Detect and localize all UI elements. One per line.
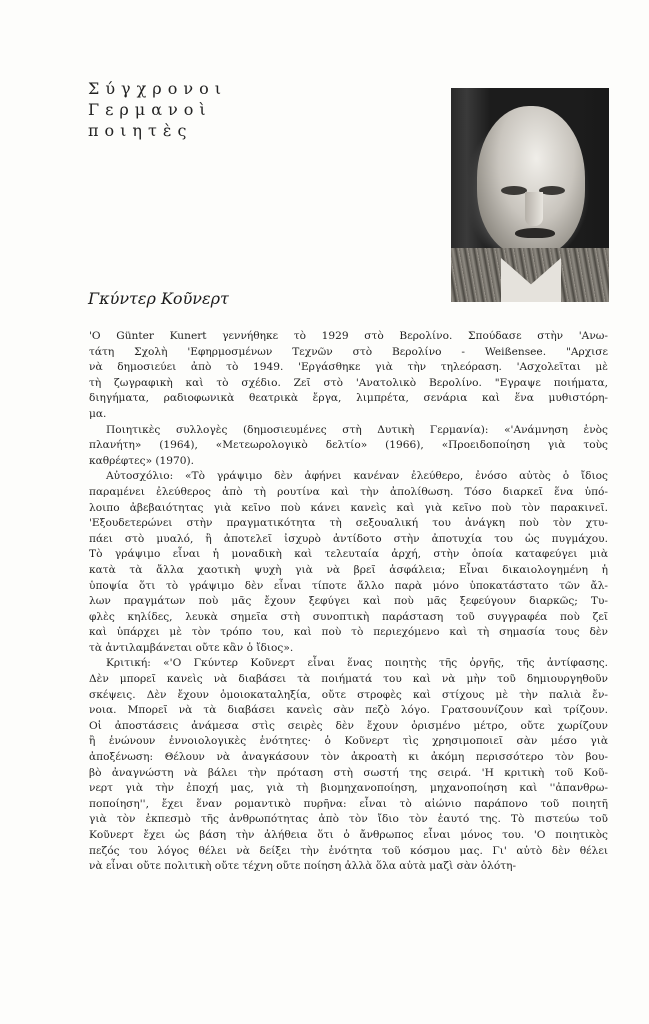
text-line: νὰ εἶναι οὔτε πολιτικὴ οὔτε τέχνη οὔτε ποίηση ἀλλὰ ὅλα αὐτὰ μαζὶ σὰν ὁλότη-: [89, 860, 517, 873]
paragraph: [89, 423, 608, 470]
text-line: διηγήματα, ραδιοφωνικὰ θεατρικὰ ἔργα, λιμπρέτα, σενάρια καὶ ἕνα μυθιστόρη-: [89, 392, 608, 405]
text-line: 'Ο Günter Kunert γεννήθηκε τὸ 1929 στὸ Βερολίνο. Σπούδασε στὴν 'Ανω-: [89, 330, 608, 342]
text-line: καὶ ὑπάρχει μὲ τὸν τρόπο του, καὶ ποὺ τὸ περιεχόμενο καὶ τὴ σημασία τους δὲν: [89, 626, 608, 639]
text-line: τὴ ζωγραφικὴ καὶ τὸ σχέδιο. Ζεῖ στὸ 'Ανατολικὸ Βερολίνο. "Εγραψε ποιήματα,: [89, 376, 608, 389]
text-line: μα.: [89, 407, 107, 420]
text-line: πάει στὸ μυαλό, ἢ ἀποτελεῖ ἰσχυρὸ ἀντίδοτο στὴν ἀποτυχία του ὡς πυγμάχου.: [89, 532, 608, 545]
text-line: σκέψεις. Δὲν ἔχουν ὁμοιοκαταληξία, οὔτε στροφὲς καὶ στίχους μὲ τὴν παλιὰ ἔν-: [89, 688, 608, 701]
text-line: τάτη Σχολὴ 'Εφηρμοσμένων Τεχνῶν στὸ Βερολίνο - Weißensee. "Αρχισε: [89, 345, 608, 358]
paragraph: [89, 329, 608, 423]
paragraph: [89, 656, 608, 874]
text-line: γιὰ τὸν ἐκπεσμὸ τῆς ἀνθρωπότητας ἀπὸ τὸν ἴδιο τὸν ἑαυτό της. Τὸ πιστεύω τοῦ: [89, 813, 608, 826]
series-title-line: Σύγχρονοι: [88, 79, 227, 98]
series-title-line: ποιητὲς: [88, 121, 193, 140]
text-line: τὰ ἀντιλαμβάνεται οὔτε κἂν ὁ ἴδιος».: [89, 641, 294, 654]
text-line: φλὲς κηλίδες, λευκὰ σημεῖα στὴ συνοπτικὴ παράσταση τοῦ συγγραφέα ποὺ ζεῖ: [89, 610, 608, 623]
biography-text: [89, 329, 608, 875]
paragraph: [89, 469, 608, 656]
text-line: ποποίηση'', ἔχει ἕναν ρομαντικὸ πυρῆνα: εἶναι τὸ αἰώνιο παράπονο τοῦ ποιητῆ: [89, 797, 608, 810]
text-line: νερτ γιὰ τὴν ἐποχή μας, γιὰ τὴ βιομηχανοποίηση, μηχανοποίηση καὶ ''ἀπανθρω-: [89, 782, 608, 795]
text-line: καθρέφτες» (1970).: [89, 454, 195, 467]
text-line: ἢ ἑνώνουν ἐννοιολογικὲς ἑνότητες· ὁ Κοῦνερτ τὶς χρησιμοποιεῖ σὰν μέσο γιὰ: [89, 735, 608, 748]
author-name: Γκύντερ Κοῦνερτ: [88, 289, 229, 308]
text-line: νοια. Μπορεῖ νὰ τὰ διαβάσει κανεὶς σὰν πεζὸ λόγο. Γρατσουνίζουν καὶ τρίζουν.: [89, 704, 608, 717]
text-line: ὑποψία ὅτι τὸ γράψιμο δὲν εἶναι τίποτε ἄλλο παρὰ μόνο ὑποκατάστατο τῶν ἄλ-: [89, 579, 608, 592]
text-line: νὰ δημοσιεύει ἀπὸ τὸ 1949. 'Εργάσθηκε γιὰ τὴν τηλεόραση. 'Ασχολεῖται μὲ: [89, 361, 608, 374]
series-title-line: Γερμανοὶ: [88, 100, 212, 119]
text-line: Κοῦνερτ ἔχει ὡς βάση τὴν ἀλήθεια ὅτι ὁ ἄνθρωπος εἶναι μόνος του. 'Ο ποιητικὸς: [89, 829, 608, 841]
author-portrait: [451, 88, 609, 302]
text-line: Οἱ ἀποστάσεις ἀνάμεσα στὶς σειρὲς δὲν ἔχουν ὁρισμένο μέτρο, οὔτε χωρίζουν: [89, 719, 608, 732]
text-line: Δὲν μπορεῖ κανεὶς νὰ διαβάσει τὰ ποιήματά του καὶ νὰ μὴν τοῦ δημιουργηθοῦν: [89, 673, 608, 686]
series-title: [88, 78, 227, 141]
text-line: Τὸ γράψιμο εἶναι ἡ μοναδικὴ καὶ τελευταία ἀρχή, στὴν ὁποία καταφεύγει μιὰ: [89, 548, 608, 561]
text-line: παραμένει ἐλεύθερος ἀπὸ τὴ ρουτίνα καὶ τὴν ἀπολίθωση. Τόσο διαρκεῖ ἕνα ὑπό-: [89, 485, 608, 498]
text-line: Ποιητικὲς συλλογὲς (δημοσιευμένες στὴ Δυτικὴ Γερμανία): «'Ανάμνηση ἑνὸς: [106, 423, 608, 436]
text-line: κατὰ τὰ ἄλλα χαοτικὴ ψυχὴ γιὰ νὰ βρεῖ ἀσφάλεια; Εἶναι δικαιολογημένη ἡ: [89, 563, 608, 576]
text-line: βὸ ἀναγνώστη νὰ βάλει τὴν πρόταση στὴ σωστή της σειρά. 'Η κριτικὴ τοῦ Κοῦ-: [89, 766, 608, 779]
text-line: λοιπο ἀβεβαιότητας γιὰ κεῖνο ποὺ κάνει κανεὶς καὶ γιὰ κεῖνο ποὺ τὸν παρακινεῖ.: [89, 501, 608, 514]
text-line: 'Εξουδετερώνει στὴν πραγματικότητα τὴ σεξουαλική του ἀνάγκη ποὺ τὸν χτυ-: [89, 517, 608, 530]
text-line: λων πραγμάτων ποὺ μᾶς ἔχουν ξεφύγει καὶ ποὺ μᾶς ξεφεύγουν διαρκῶς; Τυ-: [89, 595, 608, 608]
text-line: πλανήτη» (1964), «Μετεωρολογικὸ δελτίο» (1966), «Προειδοποίηση γιὰ τοὺς: [89, 439, 608, 452]
text-line: Αὐτοσχόλιο: «Τὸ γράψιμο δὲν ἀφήνει κανέναν ἐλεύθερο, ἐνόσο αὐτὸς ὁ ἴδιος: [106, 470, 608, 483]
text-line: πεζός του λόγος θέλει νὰ δείξει τὴν ἑνότητα τοῦ κόσμου μας. Γι' αὐτὸ δὲν θέλει: [89, 844, 608, 857]
text-line: ἀποξένωση: Θέλουν νὰ ἀναγκάσουν τὸν ἀκροατὴ κι ἀκόμη περισσότερο τὸν βου-: [89, 751, 608, 764]
text-line: Κριτική: «'Ο Γκύντερ Κοῦνερτ εἶναι ἕνας ποιητὴς τῆς ὀργῆς, τῆς ἀντίφασης.: [106, 657, 608, 670]
